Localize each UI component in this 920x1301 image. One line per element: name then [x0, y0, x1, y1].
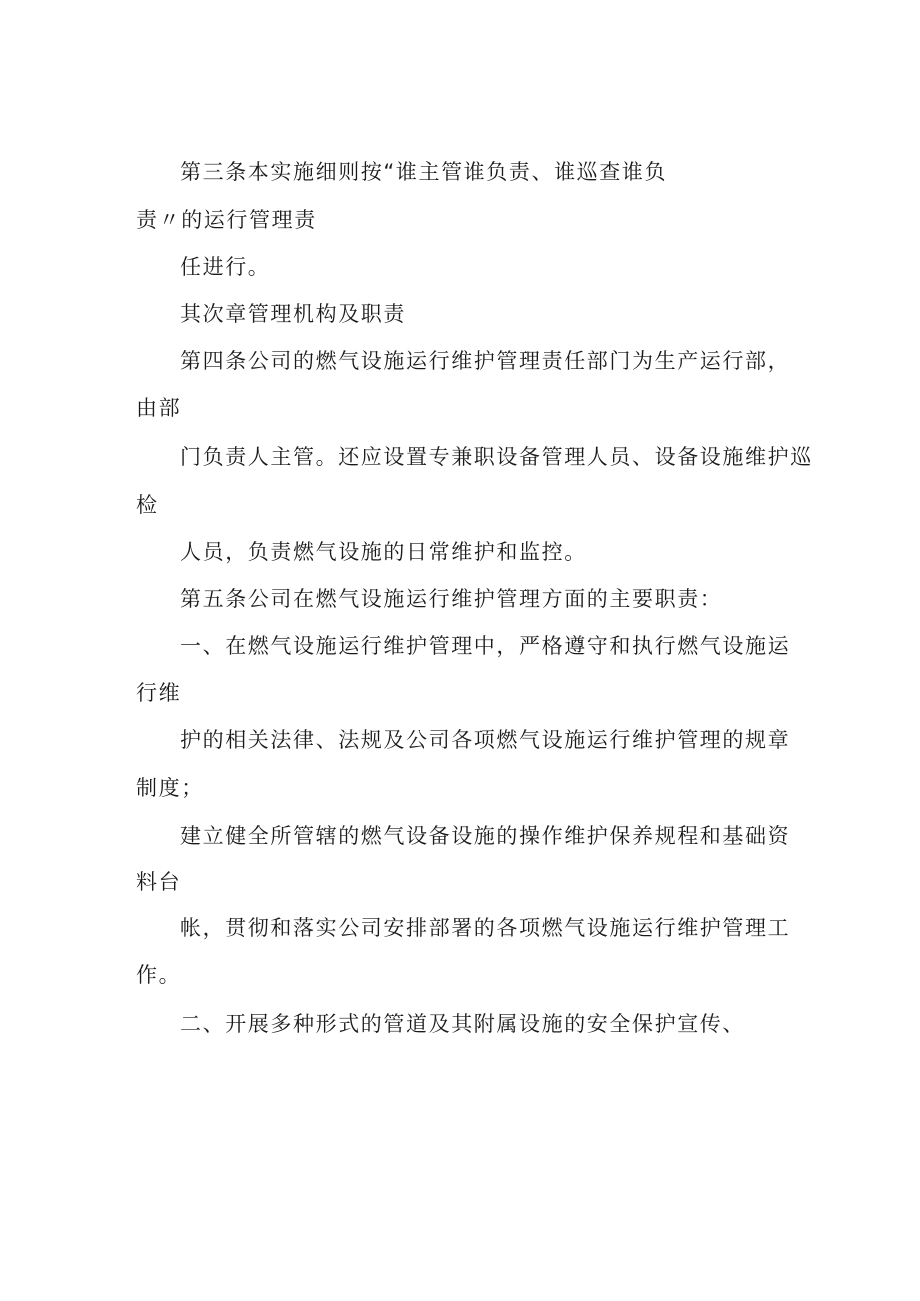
text-line-continuation: 由部: [136, 396, 182, 420]
text-line-continuation: 料台: [136, 870, 182, 894]
text-line-continuation: 门负责人主管。还应设置专兼职设备管理人员、设备设施维护巡: [180, 445, 813, 469]
text-line-continuation: 行维: [136, 681, 182, 705]
text-line-continuation: 建立健全所管辖的燃气设备设施的操作维护保养规程和基础资: [180, 824, 791, 848]
text-line-article-4: 第四条公司的燃气设施运行维护管理责任部门为生产运行部，: [180, 349, 791, 373]
text-line-continuation: 人员，负责燃气设施的日常维护和监控。: [180, 540, 587, 564]
text-line-continuation: 制度；: [136, 776, 204, 800]
text-line-continuation: 检: [136, 493, 159, 517]
text-line-continuation: 帐，贯彻和落实公司安排部署的各项燃气设施运行维护管理工: [180, 916, 791, 940]
text-line-continuation: 作。: [136, 963, 182, 987]
text-line-continuation: 责〃的运行管理责: [136, 208, 317, 232]
text-line-continuation: 任进行。: [180, 255, 271, 279]
text-line-continuation: 护的相关法律、法规及公司各项燃气设施运行维护管理的规章: [180, 728, 791, 752]
text-line-article-5: 第五条公司在燃气设施运行维护管理方面的主要职责：: [180, 587, 723, 611]
text-line-article-3: 第三条本实施细则按“谁主管谁负责、谁巡查谁负: [180, 160, 668, 184]
text-line-item-1: 一、在燃气设施运行维护管理中，严格遵守和执行燃气设施运: [180, 634, 791, 658]
text-line-item-2: 二、开展多种形式的管道及其附属设施的安全保护宣传、: [180, 1012, 745, 1036]
chapter-heading: 其次章管理机构及职责: [180, 302, 406, 326]
